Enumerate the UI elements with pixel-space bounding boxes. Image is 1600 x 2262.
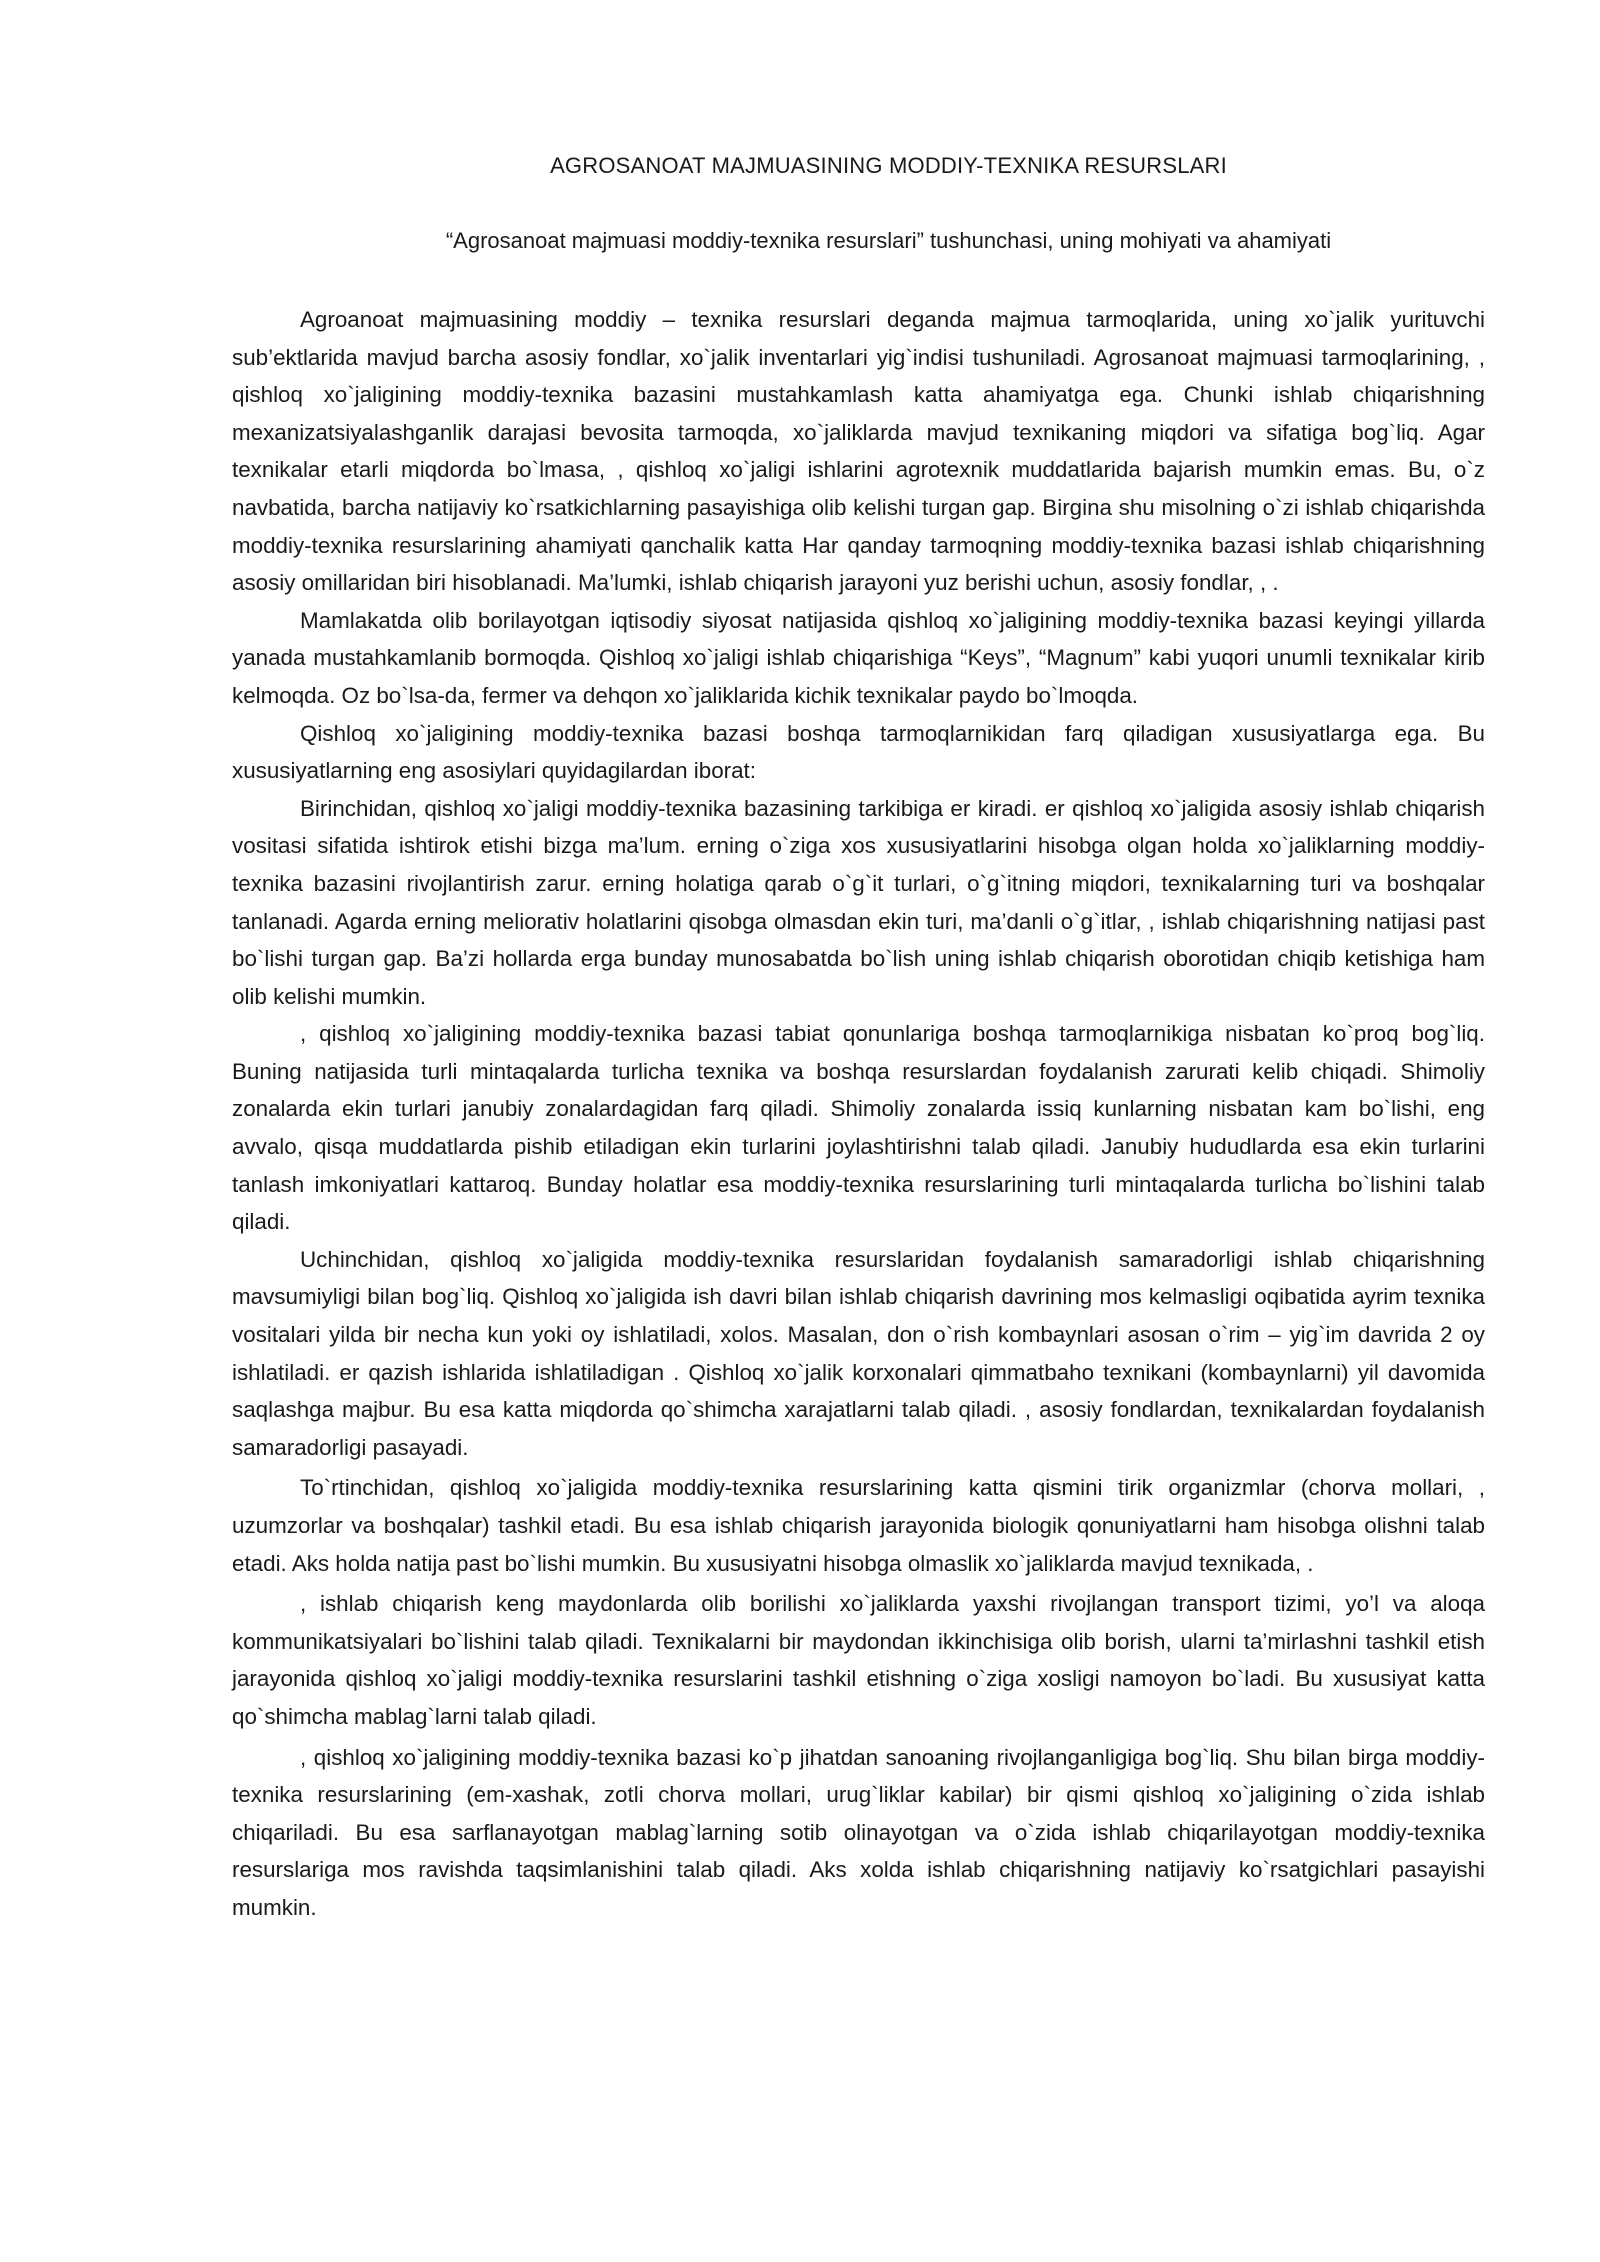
page-content [232,150,1485,1927]
paragraph-intro: Agroanoat majmuasining moddiy – texnika resurslari deganda majmua tarmoqlarida, uning xo`jalik yurituvchi sub’ektlarida mavjud barcha asosiy fondlar, xo`jalik inventarlari yig`indisi tushuniladi. Agrosanoat majmuasi tarmoqlarining, , qishloq xo`jaligining moddiy-texnika bazasini mustahkamlash katta ahamiyatga ega. Chunki ishlab chiqarishning mexanizatsiyalashganlik darajasi bevosita tarmoqda, xo`jaliklarda mavjud texnikaning miqdori va sifatiga bog`liq. Agar texnikalar etarli miqdorda bo`lmasa, , qishloq xo`jaligi ishlarini agrotexnik muddatlarida bajarish mumkin emas. Bu, o`z navbatida, barcha natijaviy ko`rsatkichlarning pasayishiga olib kelishi turgan gap. Birgina shu misolning o`zi ishlab chiqarishda moddiy-texnika resurslarining ahamiyati qanchalik katta Har qanday tarmoqning moddiy-texnika bazasi ishlab chiqarishning asosiy omillaridan biri hisoblanadi. Ma’lumki, ishlab chiqarish jarayoni yuz berishi uchun, asosiy fondlar, , . [232,307,1485,596]
paragraph-sixth: , qishloq xo`jaligining moddiy-texnika bazasi ko`p jihatdan sanoaning rivojlanganligiga bog`liq. Shu bilan birga moddiy-texnika resurslarining (em-xashak, zotli chorva mollari, urug`liklar kabilar) bir qismi qishloq xo`jaligining o`zida ishlab chiqariladi. Bu esa sarflanayotgan mablag`larning sotib olinayotgan va o`zida ishlab chiqarilayotgan moddiy-texnika resurslariga mos ravishda taqsimlanishini talab qiladi. Aks xolda ishlab chiqarishning natijaviy ko`rsatgichlari pasayishi mumkin. [232,1744,1485,1920]
paragraph-fifth: , ishlab chiqarish keng maydonlarda olib borilishi xo`jaliklarda yaxshi rivojlangan transport tizimi, yo’l va aloqa kommunikatsiyalari bo`lishini talab qiladi. Texnikalarni bir maydondan ikkinchisiga olib borish, ularni ta’mirlashni tashkil etish jarayonida qishloq xo`jaligi moddiy-texnika resurslarini tashkil etishning o`ziga xosligi namoyon bo`ladi. Bu xususiyat katta qo`shimcha mablag`larni talab qiladi. [232,1591,1485,1729]
document-subtitle: “Agrosanoat majmuasi moddiy-texnika resurslari” tushunchasi, uning mohiyati va ahamiyati [445,228,1332,253]
paragraph-first: Birinchidan, qishloq xo`jaligi moddiy-texnika bazasining tarkibiga er kiradi. er qishloq xo`jaligida asosiy ishlab chiqarish vositasi sifatida ishtirok etishi bizga ma’lum. erning o`ziga xos xususiyatlarini hisobga olgan holda xo`jaliklarning moddiy-texnika bazasini rivojlantirish zarur. erning holatiga qarab o`g`it turlari, o`g`itning miqdori, texnikalarning turi va boshqalar tanlanadi. Agarda erning meliorativ holatlarini qisobga olmasdan ekin turi, ma’danli o`g`itlar, , ishlab chiqarishning natijasi past bo`lishi turgan gap. Ba’zi hollarda erga bunday munosabatda bo`lish uning ishlab chiqarish oborotidan chiqib ketishiga ham olib kelishi mumkin. [232,795,1485,1009]
paragraph-third: Uchinchidan, qishloq xo`jaligida moddiy-texnika resurslaridan foydalanish samaradorligi ishlab chiqarishning mavsumiyligi bilan bog`liq. Qishloq xo`jaligida ish davri bilan ishlab chiqarish davrining mos kelmasligi oqibatida ayrim texnika vositalari yilda bir necha kun yoki oy ishlatiladi, xolos. Masalan, don o`rish kombaynlari asosan o`rim – yig`im davrida 2 oy ishlatiladi. er qazish ishlarida ishlatiladigan . Qishloq xo`jalik korxonalari qimmatbaho texnikani (kombaynlarni) yil davomida saqlashga majbur. Bu esa katta miqdorda qo`shimcha xarajatlarni talab qiladi. , asosiy fondlardan, texnikalardan foydalanish samaradorligi pasayadi. [232,1246,1485,1460]
document-title: AGROSANOAT MAJMUASINING MODDIY-TEXNIKA RESURSLARI [550,153,1227,178]
paragraph-second: , qishloq xo`jaligining moddiy-texnika bazasi tabiat qonunlariga boshqa tarmoqlarnikiga nisbatan ko`proq bog`liq. Buning natijasida turli mintaqalarda turlicha texnika va boshqa resurslardan foydalanish zarurati kelib chiqadi. Shimoliy zonalarda ekin turlari janubiy zonalardagidan farq qiladi. Shimoliy zonalarda issiq kunlarning nisbatan kam bo`lishi, eng avvalo, qisqa muddatlarda pishib etiladigan ekin turlarini joylashtirishni talab qiladi. Janubiy hududlarda esa ekin turlarini tanlash imkoniyatlari kattaroq. Bunday holatlar esa moddiy-texnika resurslarining turli mintaqalarda turlicha bo`lishini talab qiladi. [232,1021,1485,1235]
paragraph-fourth: To`rtinchidan, qishloq xo`jaligida moddiy-texnika resurslarining katta qismini tirik organizmlar (chorva mollari, , uzumzorlar va boshqalar) tashkil etadi. Bu esa ishlab chiqarish jarayonida biologik qonuniyatlarni ham hisobga olishni talab etadi. Aks holda natija past bo`lishi mumkin. Bu xususiyatni hisobga olmaslik xo`jaliklarda mavjud texnikada, . [232,1475,1485,1576]
document-body [232,301,1485,1927]
paragraph-policy: Mamlakatda olib borilayotgan iqtisodiy siyosat natijasida qishloq xo`jaligining moddiy-texnika bazasi keyingi yillarda yanada mustahkamlanib bormoqda. Qishloq xo`jaligi ishlab chiqarishiga “Keys”, “Magnum” kabi yuqori unumli texnikalar kirib kelmoqda. Oz bo`lsa-da, fermer va dehqon xo`jaliklarida kichik texnikalar paydo bo`lmoqda. [232,607,1485,708]
paragraph-features: Qishloq xo`jaligining moddiy-texnika bazasi boshqa tarmoqlarnikidan farq qiladigan xususiyatlarga ega. Bu xususiyatlarning eng asosiylari quyidagilardan iborat: [232,720,1485,784]
